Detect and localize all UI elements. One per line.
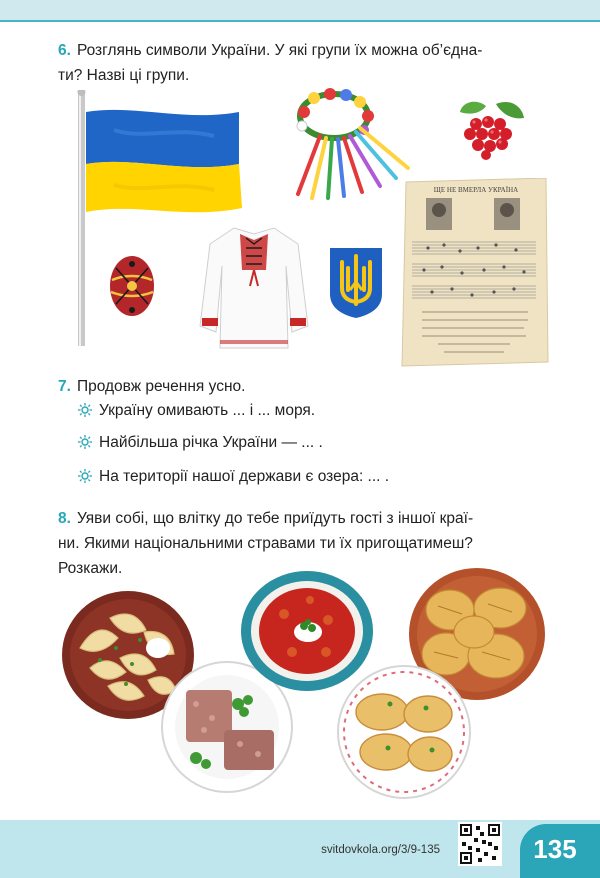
syrnyky-plate-illustration — [336, 664, 472, 800]
sun-bullet-icon — [78, 435, 92, 449]
task-7-number: 7. — [58, 378, 71, 395]
varenyky-sour-cream — [146, 638, 170, 658]
sun-bullet-icon — [78, 403, 92, 417]
anthem-heading: ЩЕ НЕ ВМЕРЛА УКРАЇНА — [433, 186, 519, 194]
pysanka-illustration — [106, 250, 158, 318]
task-8-line1: 8. Уяви собі, що влітку до тебе приїдуть гості з іншої краї- — [58, 510, 474, 527]
vyshyvanka-illustration — [196, 222, 312, 354]
task-7-bullet-3: На території нашої держави є озера: ... . — [78, 468, 389, 486]
page-number: 135 — [533, 834, 577, 864]
viburnum-illustration — [456, 98, 528, 160]
task-6 — [58, 38, 558, 88]
anthem-sheet-illustration — [398, 178, 550, 370]
wreath-ribbons — [298, 128, 408, 198]
task-8-number: 8. — [58, 510, 71, 527]
flag-blue-stripe — [86, 110, 239, 167]
task-6-number: 6. — [58, 42, 71, 59]
task-8-line2: ни. Якими національними стравами ти їх пригощатимеш? — [58, 535, 473, 552]
syrnyky-plate — [338, 666, 470, 798]
task-7-bullet-1: Україну омивають ... і ... моря. — [78, 402, 315, 420]
kholodets-block-2 — [224, 730, 274, 770]
anthem-paper — [402, 178, 548, 366]
task-6-line1: 6. Розглянь символи України. У які групи їх можна об’єдна- — [58, 42, 483, 59]
wreath-illustration — [284, 86, 416, 204]
qr-code-icon[interactable] — [458, 822, 502, 866]
task-8-line3: Розкажи. — [58, 560, 123, 577]
coat-of-arms-illustration — [328, 246, 384, 320]
task-7: 7. Продовж речення усно. — [58, 378, 246, 395]
viburnum-berries — [464, 116, 512, 160]
sun-bullet-icon — [78, 469, 92, 483]
viburnum-leaf — [496, 102, 524, 118]
footer-band — [0, 820, 600, 878]
task-6-line2: ти? Назві ці групи. — [58, 67, 190, 84]
footer-link[interactable]: svitdovkola.org/3/9-135 — [321, 844, 440, 856]
task-7-bullet-2: Найбільша річка України — ... . — [78, 434, 323, 452]
header-band — [0, 0, 600, 22]
